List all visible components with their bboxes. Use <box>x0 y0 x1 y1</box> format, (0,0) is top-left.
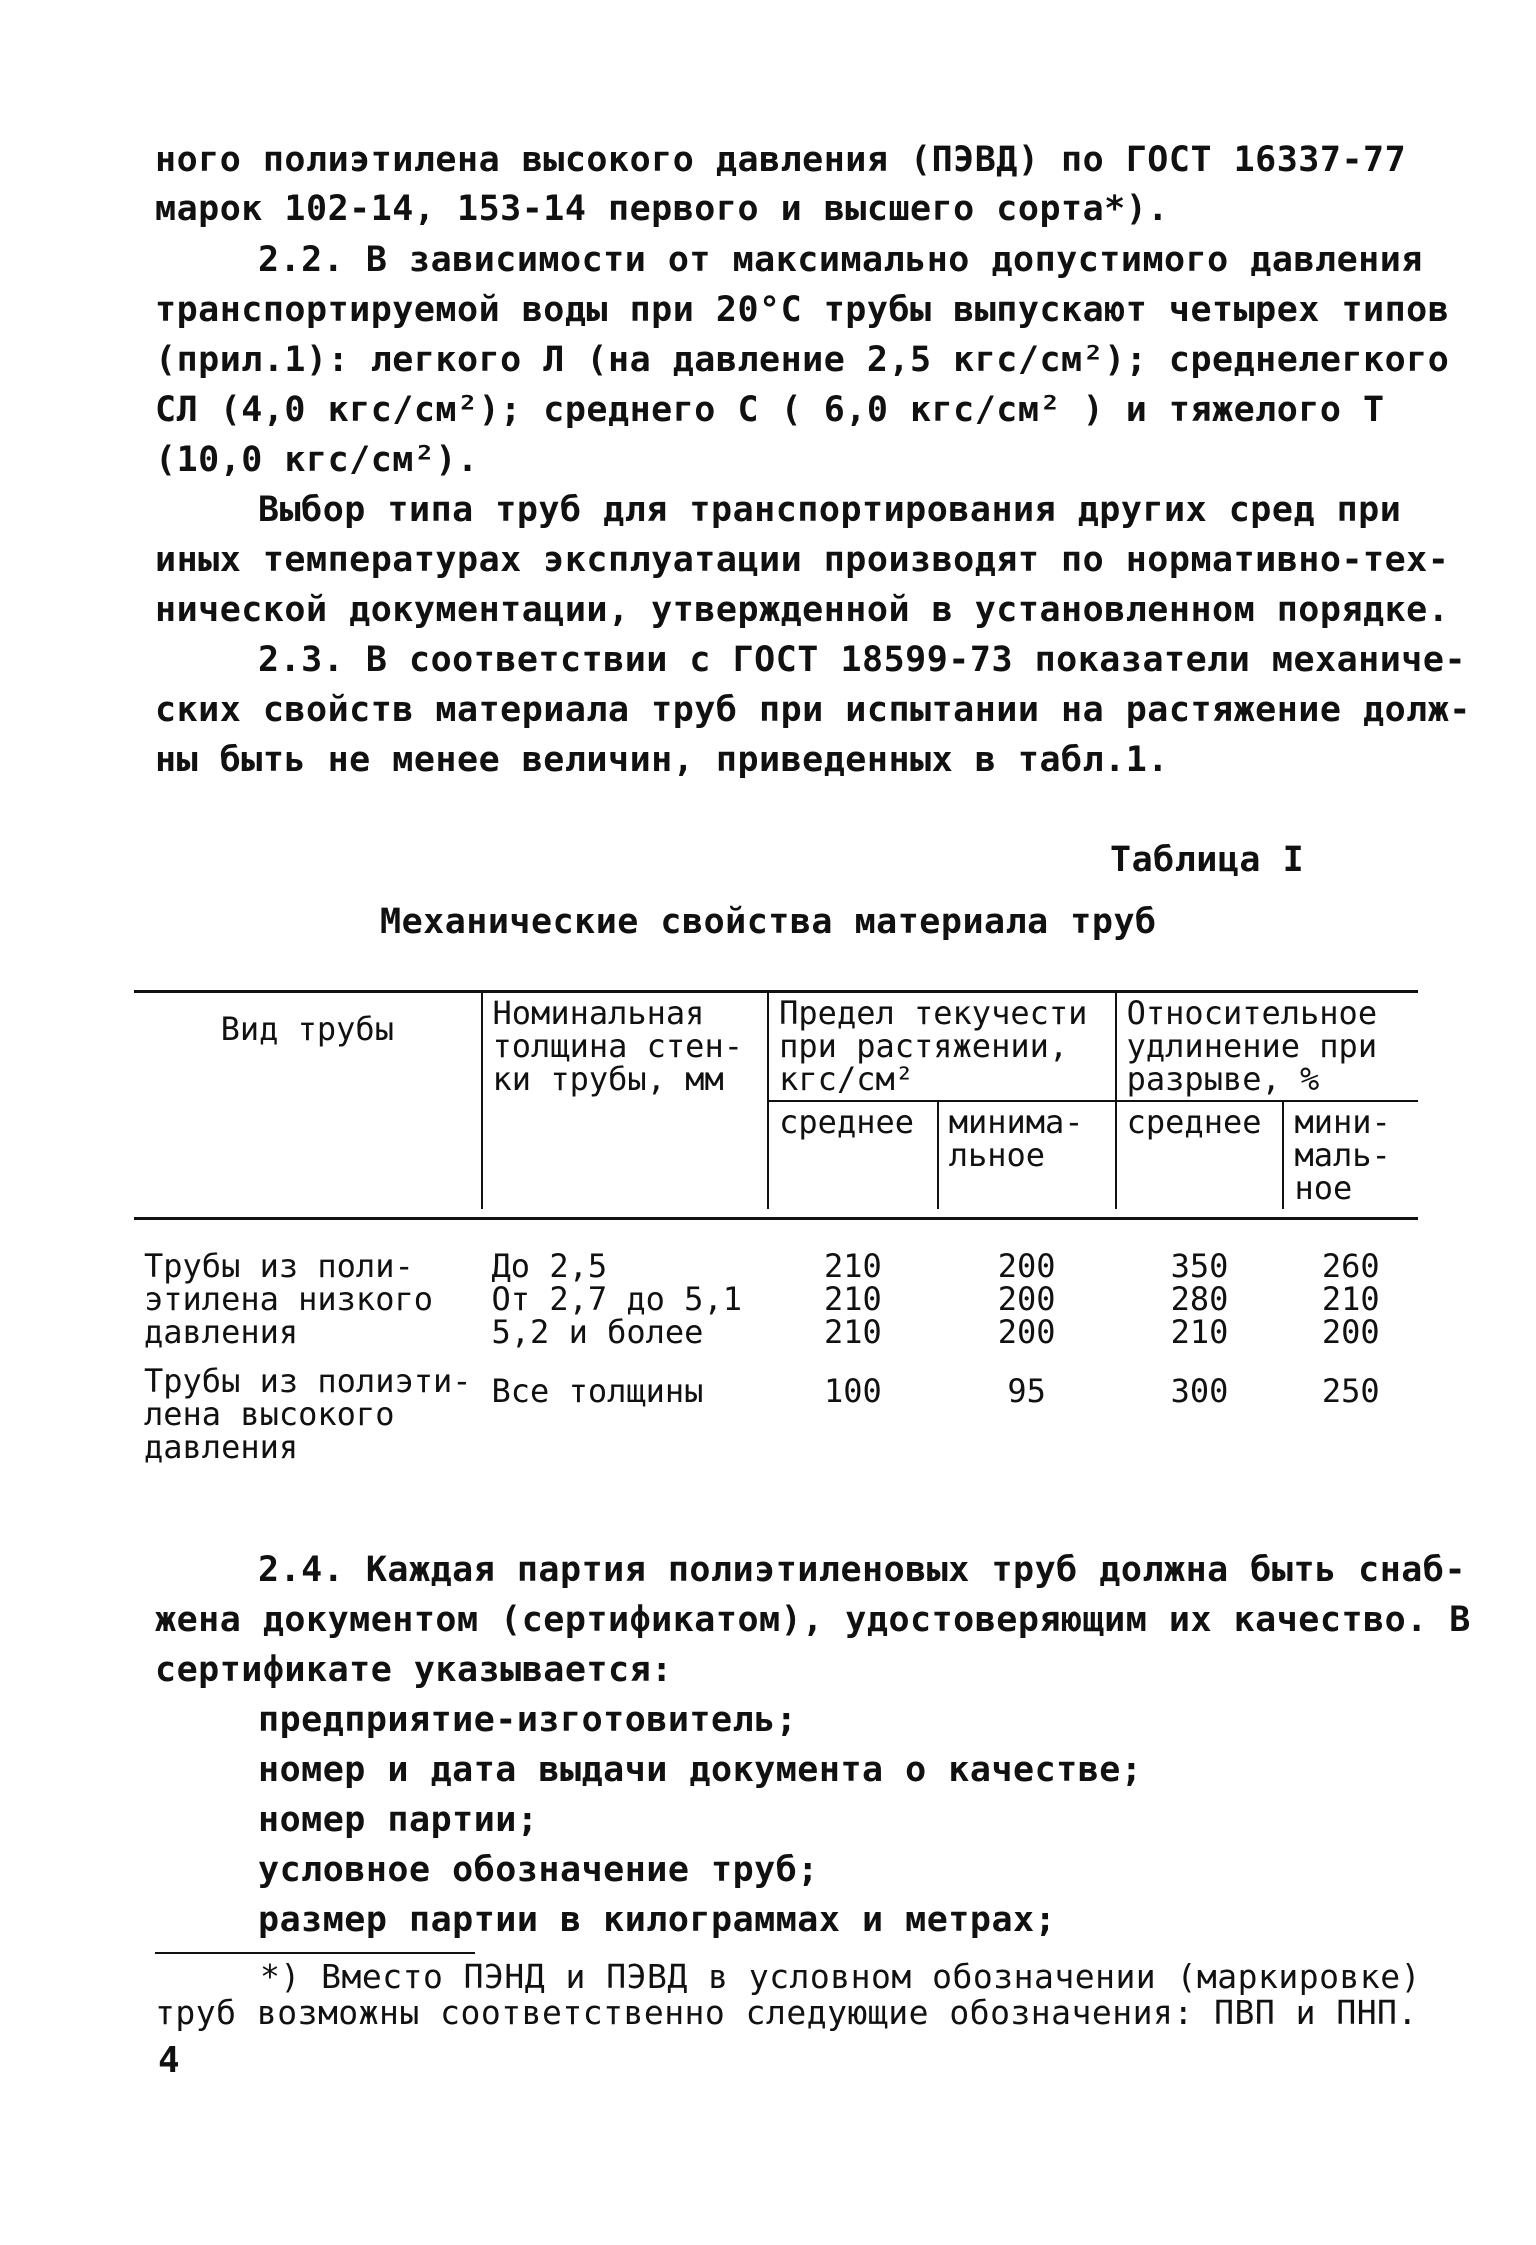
row-elong-min: 250 <box>1321 1372 1380 1410</box>
row-thickness: До 2,5 От 2,7 до 5,1 5,2 и более <box>491 1247 742 1351</box>
list-item: номер и дата выдачи документа о качестве; <box>258 1750 1143 1790</box>
footnote-line: *) Вместо ПЭНД и ПЭВД в условном обозначении (маркировке) <box>260 1957 1421 1996</box>
header-yield-min: минима- льное <box>938 1101 1116 1209</box>
paragraph-line: нической документации, утвержденной в установленном порядке. <box>155 590 1450 630</box>
header-elongation: Относительное удлинение при разрыве, % <box>1116 992 1418 1102</box>
paragraph-line: жена документом (сертификатом), удостоверяющим их качество. В <box>155 1600 1471 1640</box>
header-pipe-type: Вид трубы <box>220 1010 394 1048</box>
list-item: условное обозначение труб; <box>258 1850 819 1890</box>
table-caption: Механические свойства материала труб <box>380 902 1157 942</box>
row-pipe-type: Трубы из поли- этилена низкого давления <box>144 1247 433 1351</box>
row-elong-avg: 350 280 210 <box>1170 1247 1229 1351</box>
paragraph-line: иных температурах эксплуатации производят по нормативно-тех- <box>155 540 1450 580</box>
paragraph-line: сертификате указывается: <box>155 1650 673 1690</box>
footnote-line: труб возможны соответственно следующие обозначения: ПВП и ПНП. <box>155 1993 1418 2032</box>
header-elong-avg: среднее <box>1116 1101 1284 1209</box>
row-elong-avg: 300 <box>1170 1372 1229 1410</box>
list-item: номер партии; <box>258 1800 539 1840</box>
table-label: Таблица I <box>1110 840 1305 880</box>
header-yield-avg: среднее <box>768 1101 938 1209</box>
paragraph-line: 2.4. Каждая партия полиэтиленовых труб должна быть снаб- <box>258 1550 1467 1590</box>
paragraph-line: ских свойств материала труб при испытании на растяжение долж- <box>155 690 1471 730</box>
paragraph-line: ны быть не менее величин, приведенных в табл.1. <box>155 740 1169 780</box>
row-pipe-type: Трубы из полиэти- лена высокого давления <box>144 1362 472 1466</box>
list-item: предприятие-изготовитель; <box>258 1700 798 1740</box>
row-yield-min: 95 <box>1007 1372 1046 1410</box>
header-thickness: Номинальная толщина стен- ки трубы, мм <box>482 992 769 1210</box>
table-row <box>134 1353 1418 1468</box>
row-yield-avg: 210 210 210 <box>824 1247 882 1351</box>
row-thickness: Все толщины <box>491 1372 704 1410</box>
paragraph-line: (10,0 кгс/см²). <box>155 440 479 480</box>
footnote-rule <box>155 1952 475 1954</box>
page-number: 4 <box>158 2040 180 2081</box>
paragraph-line: (прил.1): легкого Л (на давление 2,5 кгс/см²); среднелегкого <box>155 340 1450 380</box>
list-item: размер партии в килограммах и метрах; <box>258 1900 1057 1940</box>
paragraph-line: 2.3. В соответствии с ГОСТ 18599-73 показатели механиче- <box>258 640 1467 680</box>
paragraph-line: 2.2. В зависимости от максимально допустимого давления <box>258 240 1423 280</box>
paragraph-line: ного полиэтилена высокого давления (ПЭВД) по ГОСТ 16337-77 <box>155 140 1407 180</box>
paragraph-line: марок 102-14, 153-14 первого и высшего сорта*). <box>155 189 1169 229</box>
mechanical-properties-table <box>134 990 1418 1468</box>
row-elong-min: 260 210 200 <box>1321 1247 1380 1351</box>
paragraph-line: Выбор типа труб для транспортирования других сред при <box>258 490 1402 530</box>
header-elong-min: мини- маль- ное <box>1283 1101 1418 1209</box>
row-yield-min: 200 200 200 <box>997 1247 1056 1351</box>
header-yield: Предел текучести при растяжении, кгс/см² <box>768 992 1115 1102</box>
paragraph-line: СЛ (4,0 кгс/см²); среднего С ( 6,0 кгс/см² ) и тяжелого Т <box>155 390 1385 430</box>
paragraph-line: транспортируемой воды при 20°С трубы выпускают четырех типов <box>155 290 1450 330</box>
row-yield-avg: 100 <box>824 1372 882 1410</box>
table-row <box>134 1219 1418 1354</box>
